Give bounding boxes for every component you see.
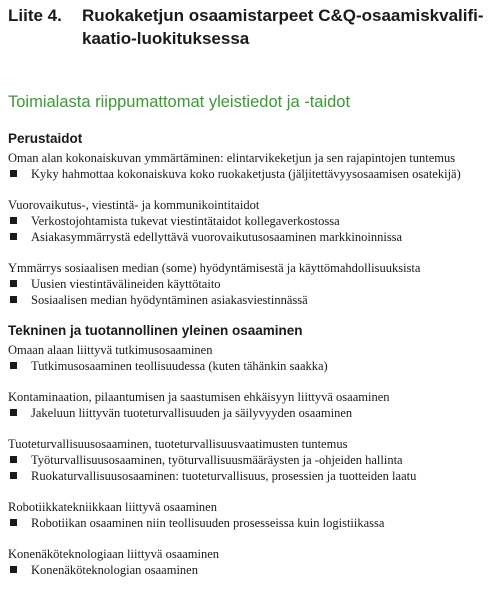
- skill-group: [8, 499, 496, 531]
- skill-group: [8, 436, 496, 484]
- bullet-list: [8, 452, 496, 484]
- bullet-list: [8, 166, 496, 182]
- list-item-text: Ruokaturvallisuusosaaminen: tuoteturvallisuus, prosessien ja tuotteiden laatu: [31, 469, 417, 483]
- list-item-text: Konenäköteknologian osaaminen: [31, 563, 198, 577]
- group-title: Konenäköteknologiaan liittyvä osaaminen: [8, 547, 220, 561]
- bullet-list: [8, 276, 496, 308]
- list-item-text: Kyky hahmottaa kokonaiskuva koko ruokaketjusta (jäljitettävyysosaamisen osatekijä): [31, 167, 461, 181]
- list-item: [8, 292, 496, 308]
- bullet-list: [8, 515, 496, 531]
- square-bullet-icon: [10, 409, 17, 416]
- square-bullet-icon: [10, 217, 17, 224]
- list-item-text: Uusien viestintävälineiden käyttötaito: [31, 277, 221, 291]
- list-item: [8, 276, 496, 292]
- appendix-label: Liite 4.: [8, 6, 62, 25]
- skill-group: [8, 150, 496, 182]
- section-heading: Toimialasta riippumattomat yleistiedot ja -taidot: [8, 93, 351, 111]
- skill-group: [8, 389, 496, 421]
- skill-group: [8, 546, 496, 578]
- skill-group: [8, 197, 496, 245]
- square-bullet-icon: [10, 280, 17, 287]
- list-item: [8, 515, 496, 531]
- bullet-list: [8, 358, 496, 374]
- bullet-list: [8, 562, 496, 578]
- list-item-text: Verkostojohtamista tukevat viestintätaidot kollegaverkostossa: [31, 214, 340, 228]
- list-item-text: Työturvallisuusosaaminen, työturvallisuusmääräysten ja -ohjeiden hallinta: [31, 453, 403, 467]
- group-title: Omaan alaan liittyvä tutkimusosaaminen: [8, 343, 213, 357]
- list-item-text: Tutkimusosaaminen teollisuudessa (kuten tähänkin saakka): [31, 359, 328, 373]
- square-bullet-icon: [10, 170, 17, 177]
- square-bullet-icon: [10, 472, 17, 479]
- square-bullet-icon: [10, 566, 17, 573]
- content: [8, 130, 496, 593]
- group-title: Robotiikkatekniikkaan liittyvä osaaminen: [8, 500, 217, 514]
- square-bullet-icon: [10, 362, 17, 369]
- list-item-text: Jakeluun liittyvän tuoteturvallisuuden ja säilyvyyden osaaminen: [31, 406, 353, 420]
- square-bullet-icon: [10, 233, 17, 240]
- square-bullet-icon: [10, 519, 17, 526]
- bullet-list: [8, 405, 496, 421]
- group-title: Vuorovaikutus-, viestintä- ja kommunikointitaidot: [8, 198, 260, 212]
- subsection-heading: Perustaidot: [8, 131, 83, 146]
- list-item: [8, 452, 496, 468]
- list-item-text: Sosiaalisen median hyödyntäminen asiakasviestinnässä: [31, 293, 308, 307]
- group-title: Oman alan kokonaiskuvan ymmärtäminen: elintarvikeketjun ja sen rajapintojen tuntemus: [8, 151, 456, 165]
- square-bullet-icon: [10, 456, 17, 463]
- list-item-text: Robotiikan osaaminen niin teollisuuden prosesseissa kuin logistiikassa: [31, 516, 385, 530]
- document-title: [8, 4, 492, 50]
- list-item-text: Asiakasymmärrystä edellyttävä vuorovaikutusosaaminen markkinoinnissa: [31, 230, 403, 244]
- list-item: [8, 358, 496, 374]
- square-bullet-icon: [10, 296, 17, 303]
- title-text: Ruokaketjun osaamistarpeet C&Q-osaamiskvalifi-kaatio-luokituksessa: [82, 6, 484, 48]
- subsection-heading: Tekninen ja tuotannollinen yleinen osaaminen: [8, 323, 303, 338]
- list-item: [8, 562, 496, 578]
- list-item: [8, 405, 496, 421]
- group-title: Tuoteturvallisuusosaaminen, tuoteturvallisuusvaatimusten tuntemus: [8, 437, 348, 451]
- group-title: Ymmärrys sosiaalisen median (some) hyödyntämisestä ja käyttömahdollisuuksista: [8, 261, 421, 275]
- list-item: [8, 468, 496, 484]
- bullet-list: [8, 213, 496, 245]
- subsection-tekninen: [8, 322, 496, 578]
- list-item: [8, 213, 496, 229]
- list-item: [8, 166, 496, 182]
- subsection-perustaidot: [8, 130, 496, 308]
- group-title: Kontaminaation, pilaantumisen ja saastumisen ehkäisyyn liittyvä osaaminen: [8, 390, 390, 404]
- list-item: [8, 229, 496, 245]
- skill-group: [8, 342, 496, 374]
- skill-group: [8, 260, 496, 308]
